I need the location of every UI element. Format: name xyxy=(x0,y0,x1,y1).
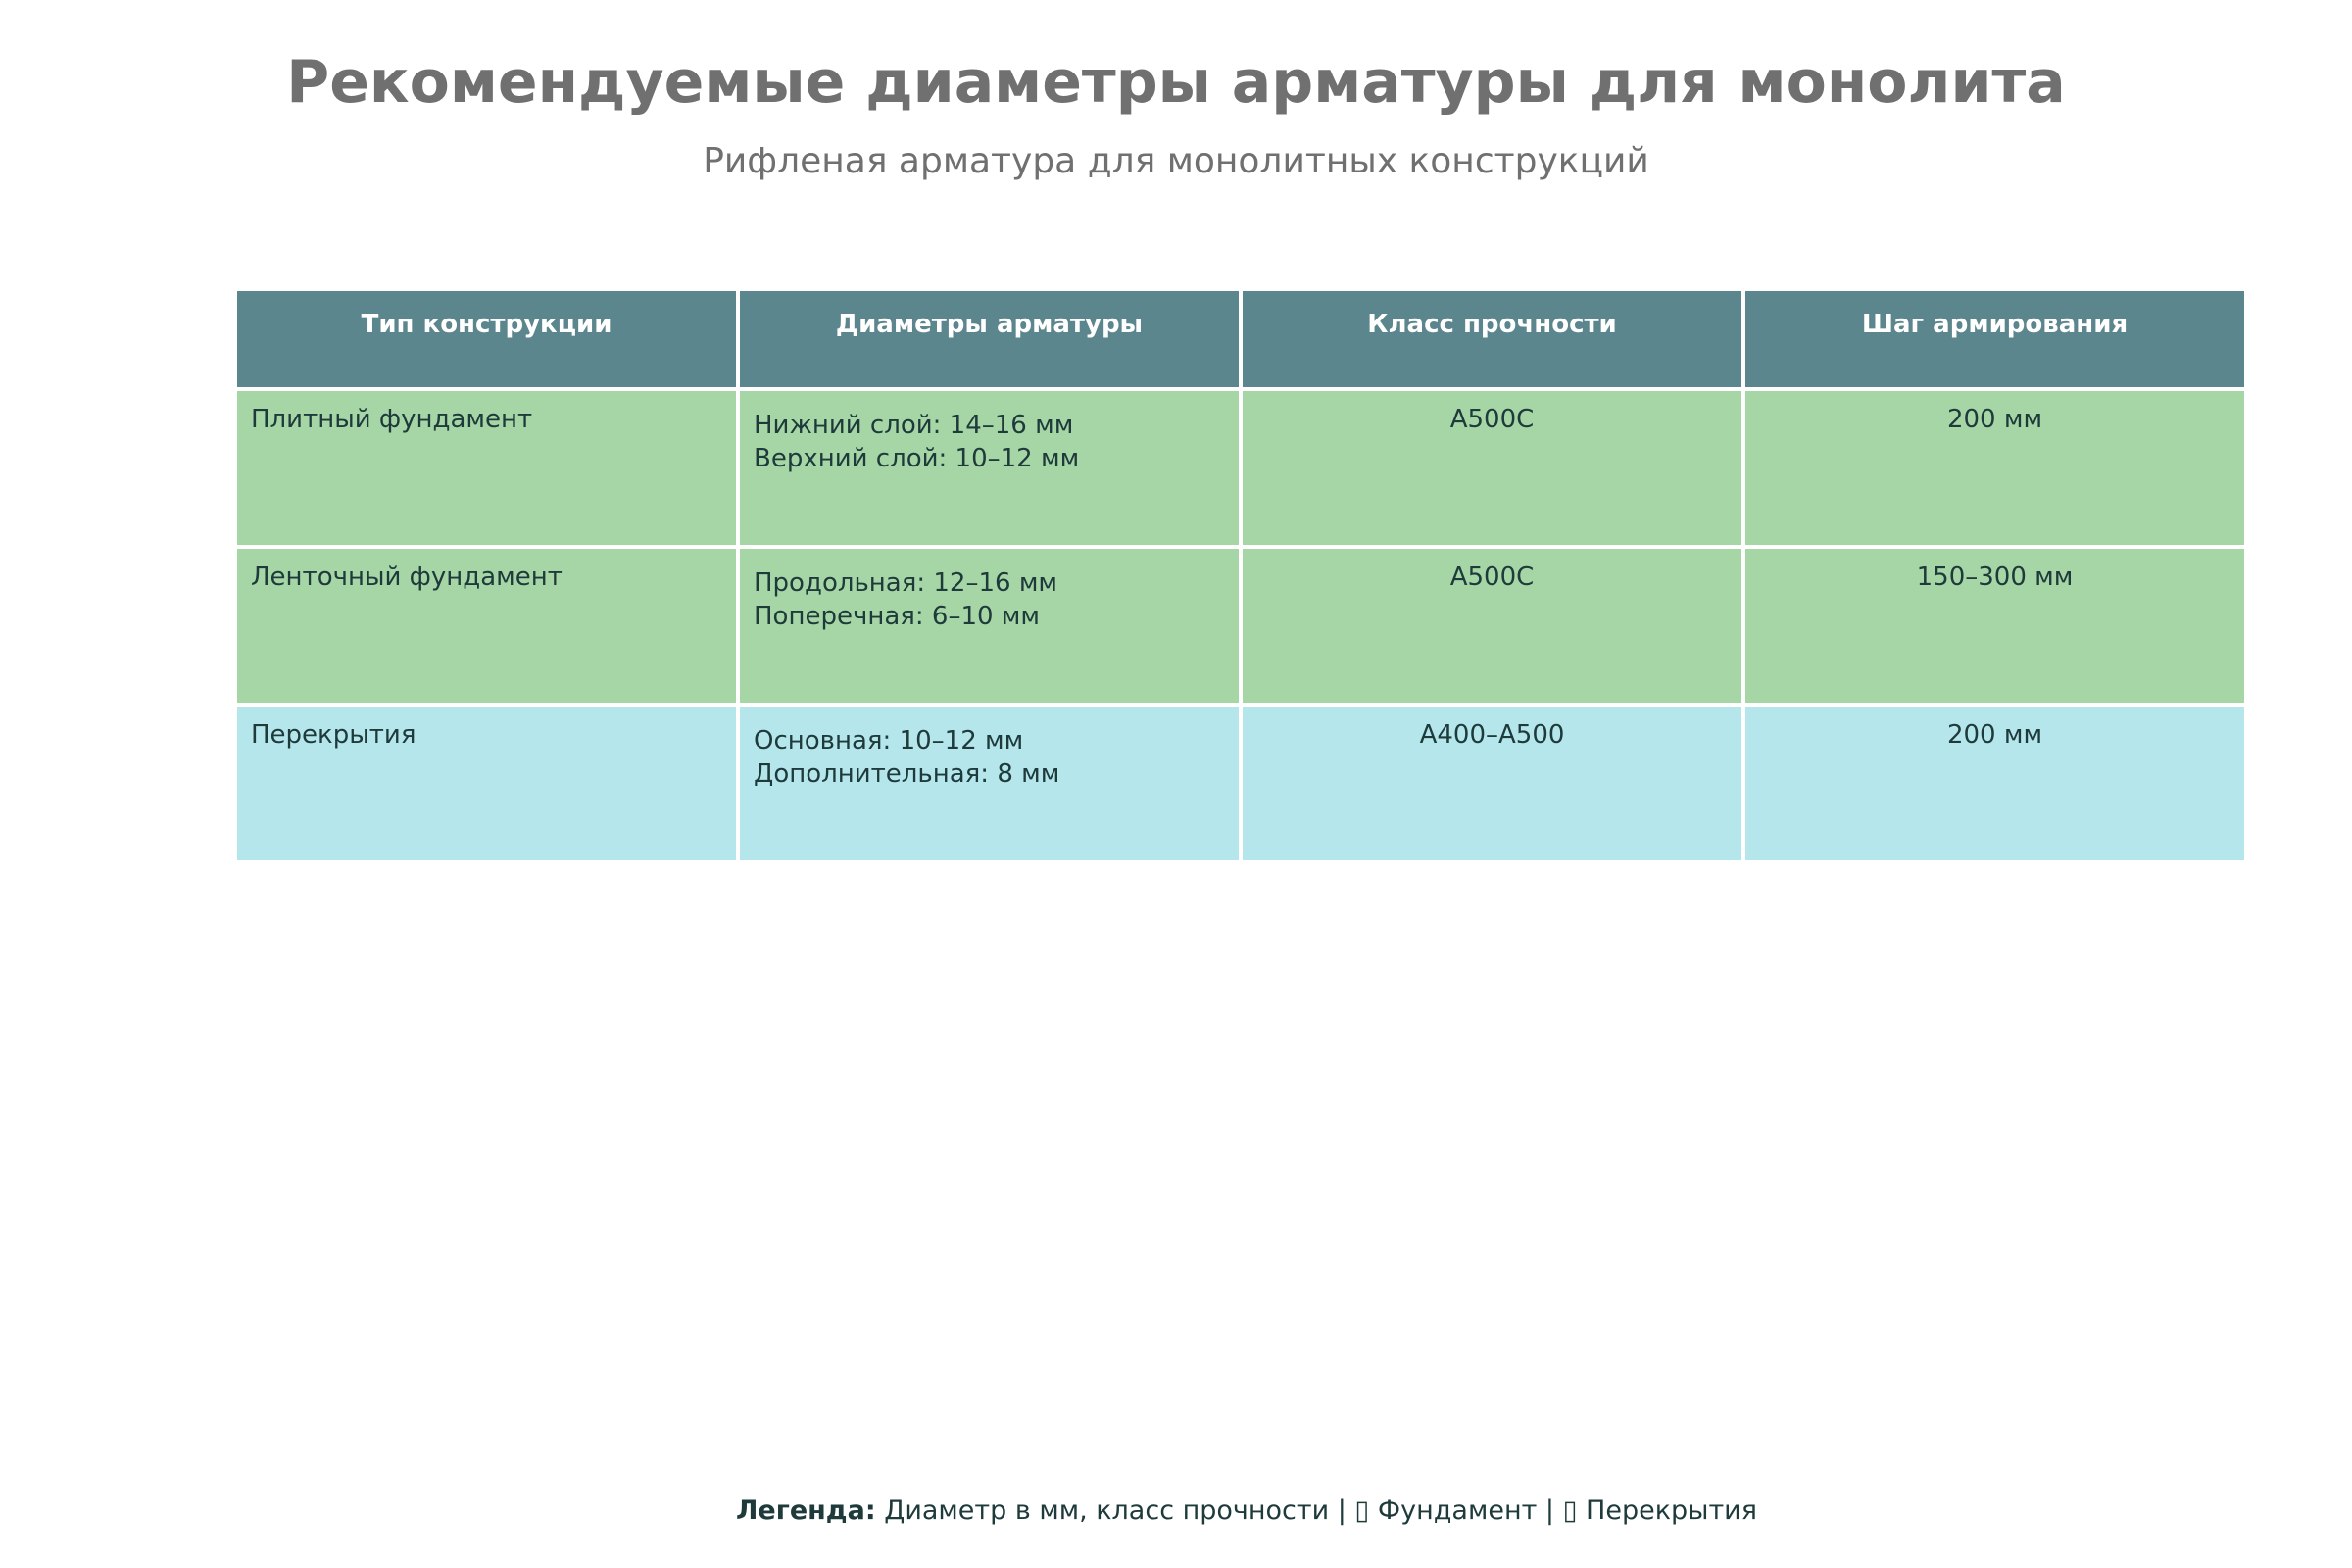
cell-step: 200 мм xyxy=(1743,705,2246,862)
cell-step: 200 мм xyxy=(1743,389,2246,547)
reinforcement-table xyxy=(235,289,2246,862)
cell-class: А500С xyxy=(1241,547,1743,705)
cell-type: Ленточный фундамент xyxy=(235,547,738,705)
chart-title: Рекомендуемые диаметры арматуры для монолита xyxy=(286,48,2066,117)
legend-text: Диаметр в мм, класс прочности | ▯ Фундамент | ▯ Перекрытия xyxy=(875,1495,1757,1526)
chart-subtitle: Рифленая арматура для монолитных конструкций xyxy=(703,141,1649,181)
header-class: Класс прочности xyxy=(1241,289,1743,389)
header-diameters: Диаметры арматуры xyxy=(738,289,1241,389)
cell-class: А500С xyxy=(1241,389,1743,547)
cell-type: Плитный фундамент xyxy=(235,389,738,547)
legend xyxy=(0,1494,2352,1529)
legend-label: Легенда: xyxy=(736,1495,876,1526)
diameter-line: Дополнительная: 8 мм xyxy=(754,760,1060,789)
table-row xyxy=(235,547,2246,705)
table-header-row xyxy=(235,289,2246,389)
diameter-line: Нижний слой: 14–16 мм xyxy=(754,411,1074,440)
cell-type: Перекрытия xyxy=(235,705,738,862)
header-step: Шаг армирования xyxy=(1743,289,2246,389)
cell-diameters xyxy=(738,705,1241,862)
cell-step: 150–300 мм xyxy=(1743,547,2246,705)
cell-diameters xyxy=(738,547,1241,705)
cell-diameters xyxy=(738,389,1241,547)
header-type: Тип конструкции xyxy=(235,289,738,389)
diameter-line: Основная: 10–12 мм xyxy=(754,726,1024,756)
cell-class: А400–А500 xyxy=(1241,705,1743,862)
diameter-line: Верхний слой: 10–12 мм xyxy=(754,444,1080,473)
table-row xyxy=(235,705,2246,862)
diameter-line: Продольная: 12–16 мм xyxy=(754,568,1058,598)
diameter-line: Поперечная: 6–10 мм xyxy=(754,602,1041,631)
table-row xyxy=(235,389,2246,547)
